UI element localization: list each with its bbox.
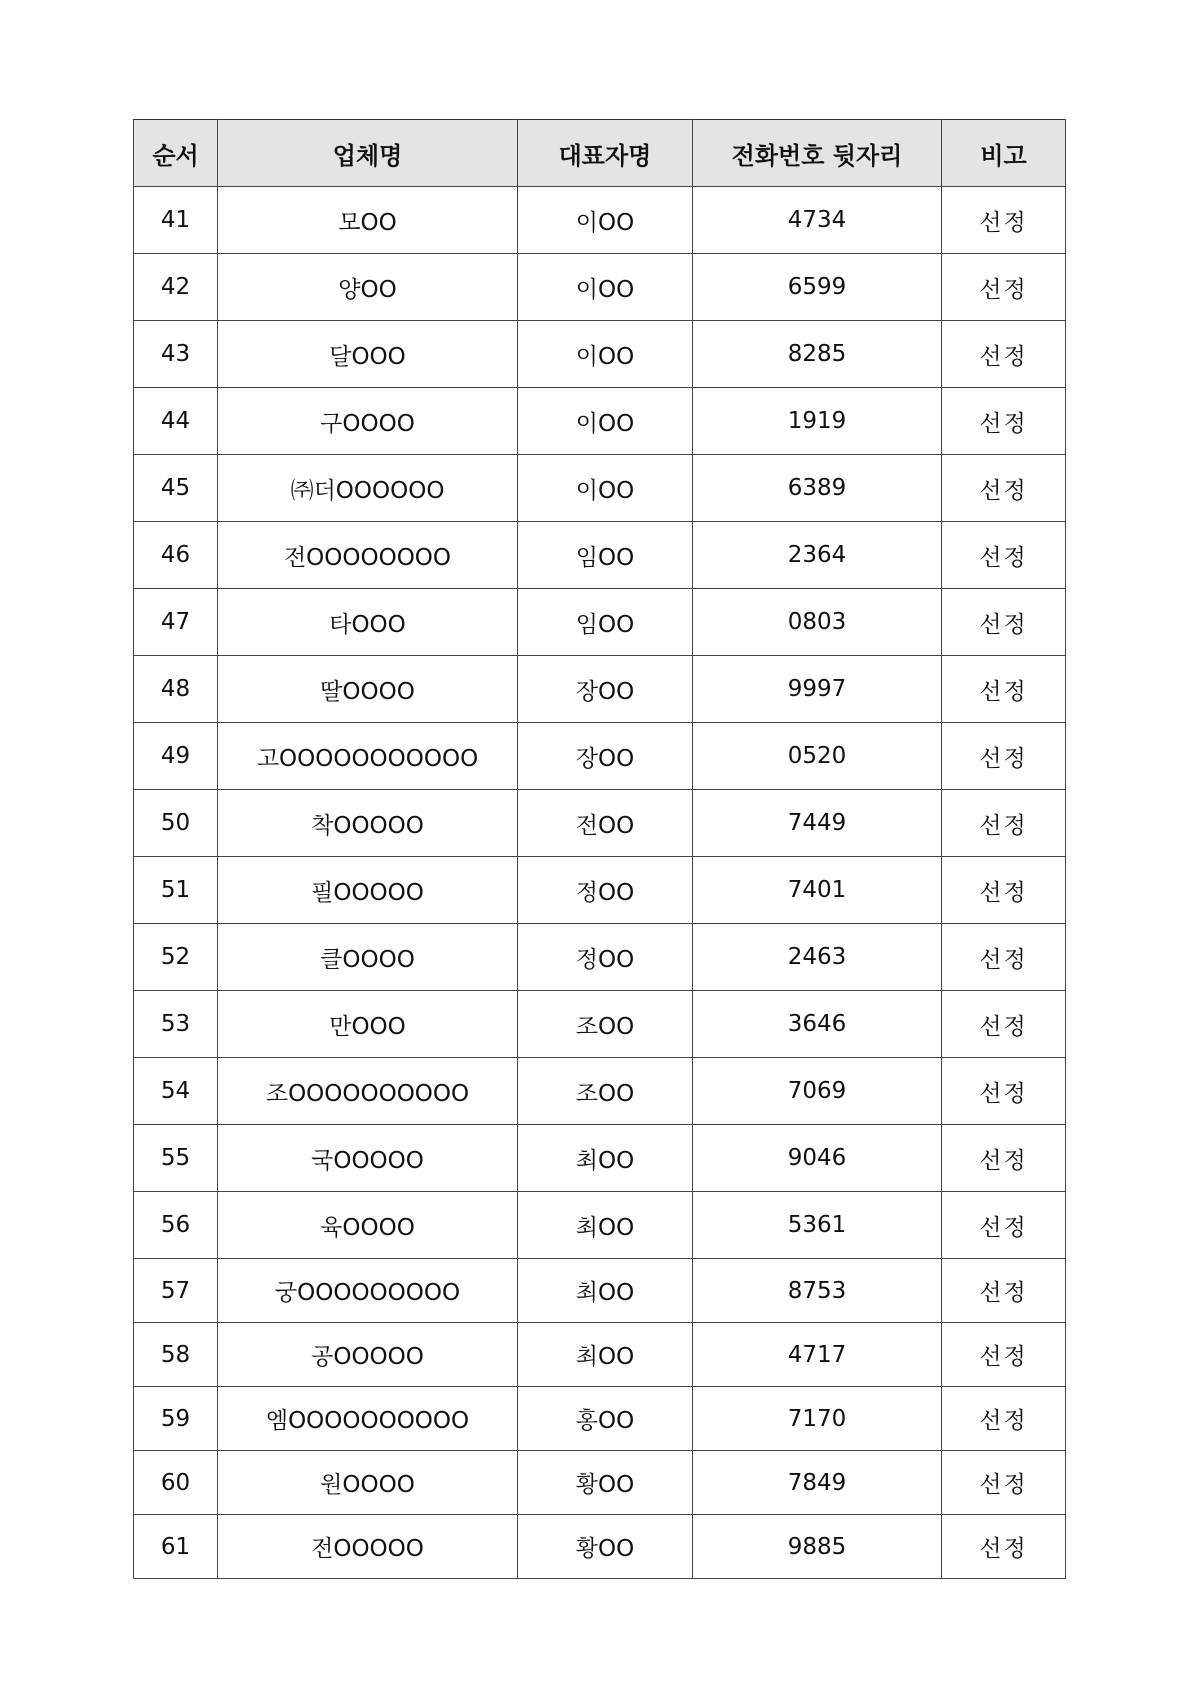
phone-last-digits-cell: 6599: [693, 254, 942, 321]
remarks-cell: 선정: [942, 656, 1066, 723]
remarks-cell: 선정: [942, 924, 1066, 991]
order-cell: 56: [134, 1192, 218, 1259]
phone-last-digits-cell: 5361: [693, 1192, 942, 1259]
representative-name-cell: 임OO: [518, 522, 693, 589]
phone-last-digits-cell: 9885: [693, 1515, 942, 1579]
representative-name-cell: 전OO: [518, 790, 693, 857]
table-row: [134, 656, 1066, 723]
representative-name-cell: 이OO: [518, 388, 693, 455]
company-name-cell: 엠OOOOOOOOOO: [218, 1387, 518, 1451]
remarks-cell: 선정: [942, 589, 1066, 656]
order-cell: 44: [134, 388, 218, 455]
remarks-cell: 선정: [942, 857, 1066, 924]
table-row: [134, 991, 1066, 1058]
company-name-cell: 조OOOOOOOOOO: [218, 1058, 518, 1125]
company-name-cell: 전OOOOO: [218, 1515, 518, 1579]
company-name-cell: 국OOOOO: [218, 1125, 518, 1192]
remarks-cell: 선정: [942, 1323, 1066, 1387]
phone-last-digits-cell: 1919: [693, 388, 942, 455]
representative-name-cell: 정OO: [518, 857, 693, 924]
table-row: [134, 790, 1066, 857]
representative-name-cell: 홍OO: [518, 1387, 693, 1451]
order-cell: 49: [134, 723, 218, 790]
company-name-cell: 타OOO: [218, 589, 518, 656]
phone-last-digits-cell: 7401: [693, 857, 942, 924]
table-row: [134, 589, 1066, 656]
representative-name-cell: 이OO: [518, 187, 693, 254]
table-row: [134, 1451, 1066, 1515]
table-row: [134, 1515, 1066, 1579]
company-name-cell: 모OO: [218, 187, 518, 254]
table-row: [134, 388, 1066, 455]
company-name-cell: 전OOOOOOOO: [218, 522, 518, 589]
table-row: [134, 1058, 1066, 1125]
phone-last-digits-cell: 7170: [693, 1387, 942, 1451]
company-name-cell: 클OOOO: [218, 924, 518, 991]
representative-name-cell: 조OO: [518, 1058, 693, 1125]
representative-name-cell: 황OO: [518, 1515, 693, 1579]
remarks-cell: 선정: [942, 1387, 1066, 1451]
phone-last-digits-cell: 4717: [693, 1323, 942, 1387]
representative-name-cell: 이OO: [518, 321, 693, 388]
company-name-cell: 구OOOO: [218, 388, 518, 455]
phone-last-digits-cell: 6389: [693, 455, 942, 522]
representative-name-cell: 조OO: [518, 991, 693, 1058]
phone-last-digits-cell: 2463: [693, 924, 942, 991]
order-cell: 55: [134, 1125, 218, 1192]
remarks-cell: 선정: [942, 522, 1066, 589]
header-company-name: 업체명: [218, 120, 518, 187]
order-cell: 58: [134, 1323, 218, 1387]
representative-name-cell: 장OO: [518, 656, 693, 723]
remarks-cell: 선정: [942, 991, 1066, 1058]
company-name-cell: ㈜더OOOOOO: [218, 455, 518, 522]
representative-name-cell: 최OO: [518, 1125, 693, 1192]
remarks-cell: 선정: [942, 1192, 1066, 1259]
table-row: [134, 723, 1066, 790]
phone-last-digits-cell: 7069: [693, 1058, 942, 1125]
remarks-cell: 선정: [942, 254, 1066, 321]
company-name-cell: 딸OOOO: [218, 656, 518, 723]
remarks-cell: 선정: [942, 1058, 1066, 1125]
table-row: [134, 857, 1066, 924]
phone-last-digits-cell: 2364: [693, 522, 942, 589]
company-name-cell: 원OOOO: [218, 1451, 518, 1515]
table-row: [134, 1323, 1066, 1387]
remarks-cell: 선정: [942, 1125, 1066, 1192]
order-cell: 42: [134, 254, 218, 321]
table-row: [134, 1192, 1066, 1259]
order-cell: 61: [134, 1515, 218, 1579]
table-row: [134, 321, 1066, 388]
table-row: [134, 187, 1066, 254]
representative-name-cell: 정OO: [518, 924, 693, 991]
order-cell: 60: [134, 1451, 218, 1515]
order-cell: 43: [134, 321, 218, 388]
remarks-cell: 선정: [942, 1451, 1066, 1515]
representative-name-cell: 이OO: [518, 455, 693, 522]
table-row: [134, 522, 1066, 589]
table-body: [134, 187, 1066, 1579]
phone-last-digits-cell: 9046: [693, 1125, 942, 1192]
remarks-cell: 선정: [942, 723, 1066, 790]
table-row: [134, 1259, 1066, 1323]
phone-last-digits-cell: 9997: [693, 656, 942, 723]
order-cell: 52: [134, 924, 218, 991]
order-cell: 48: [134, 656, 218, 723]
remarks-cell: 선정: [942, 321, 1066, 388]
representative-name-cell: 임OO: [518, 589, 693, 656]
representative-name-cell: 최OO: [518, 1259, 693, 1323]
phone-last-digits-cell: 7449: [693, 790, 942, 857]
remarks-cell: 선정: [942, 455, 1066, 522]
phone-last-digits-cell: 0520: [693, 723, 942, 790]
table-header-row: [134, 120, 1066, 187]
phone-last-digits-cell: 8285: [693, 321, 942, 388]
order-cell: 41: [134, 187, 218, 254]
company-name-cell: 달OOO: [218, 321, 518, 388]
table-row: [134, 1125, 1066, 1192]
header-remarks: 비고: [942, 120, 1066, 187]
phone-last-digits-cell: 4734: [693, 187, 942, 254]
order-cell: 46: [134, 522, 218, 589]
representative-name-cell: 황OO: [518, 1451, 693, 1515]
representative-name-cell: 최OO: [518, 1323, 693, 1387]
table-row: [134, 455, 1066, 522]
order-cell: 53: [134, 991, 218, 1058]
order-cell: 57: [134, 1259, 218, 1323]
header-representative-name: 대표자명: [518, 120, 693, 187]
header-order: 순서: [134, 120, 218, 187]
phone-last-digits-cell: 7849: [693, 1451, 942, 1515]
table-row: [134, 254, 1066, 321]
company-name-cell: 공OOOOO: [218, 1323, 518, 1387]
remarks-cell: 선정: [942, 790, 1066, 857]
company-name-cell: 양OO: [218, 254, 518, 321]
remarks-cell: 선정: [942, 1515, 1066, 1579]
order-cell: 50: [134, 790, 218, 857]
company-name-cell: 만OOO: [218, 991, 518, 1058]
order-cell: 59: [134, 1387, 218, 1451]
representative-name-cell: 이OO: [518, 254, 693, 321]
table-row: [134, 924, 1066, 991]
company-name-cell: 필OOOOO: [218, 857, 518, 924]
order-cell: 51: [134, 857, 218, 924]
representative-name-cell: 최OO: [518, 1192, 693, 1259]
phone-last-digits-cell: 3646: [693, 991, 942, 1058]
remarks-cell: 선정: [942, 187, 1066, 254]
company-name-cell: 육OOOO: [218, 1192, 518, 1259]
vendor-selection-table: [133, 119, 1066, 1579]
company-name-cell: 고OOOOOOOOOOO: [218, 723, 518, 790]
table-row: [134, 1387, 1066, 1451]
header-phone-last-digits: 전화번호 뒷자리: [693, 120, 942, 187]
phone-last-digits-cell: 0803: [693, 589, 942, 656]
remarks-cell: 선정: [942, 1259, 1066, 1323]
order-cell: 54: [134, 1058, 218, 1125]
remarks-cell: 선정: [942, 388, 1066, 455]
company-name-cell: 궁OOOOOOOOO: [218, 1259, 518, 1323]
company-name-cell: 착OOOOO: [218, 790, 518, 857]
order-cell: 47: [134, 589, 218, 656]
phone-last-digits-cell: 8753: [693, 1259, 942, 1323]
representative-name-cell: 장OO: [518, 723, 693, 790]
order-cell: 45: [134, 455, 218, 522]
